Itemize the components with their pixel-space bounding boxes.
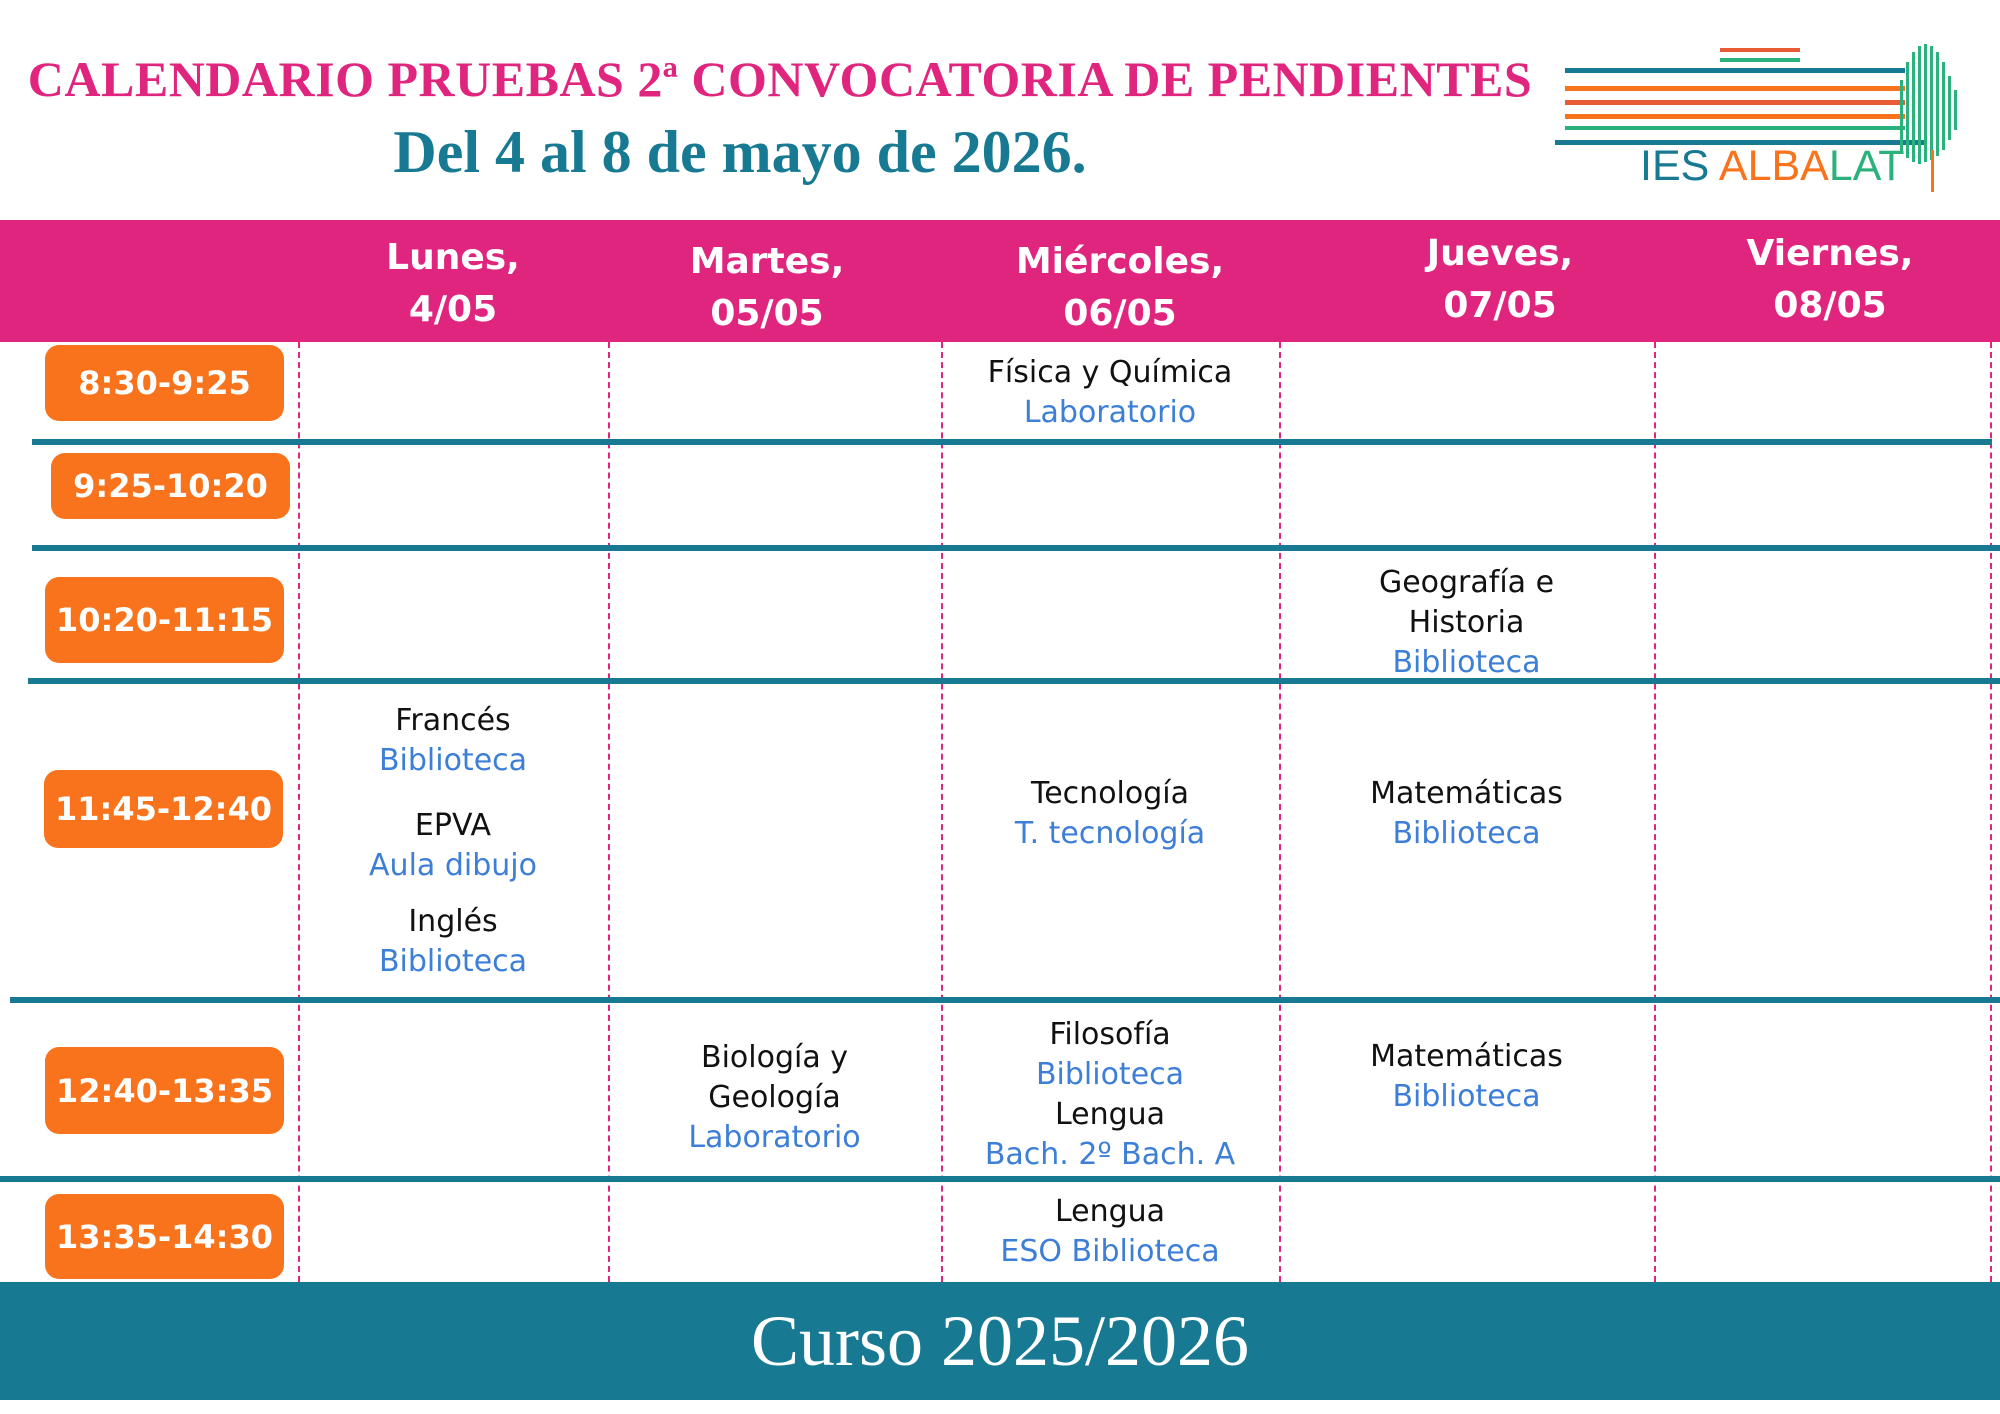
footer-course-text: Curso 2025/2026	[750, 1300, 1250, 1381]
time-slot-4: 11:45-12:40	[44, 770, 283, 848]
exam-subject: Biología y	[700, 1040, 848, 1075]
exam-room: Bach. 2º Bach. A	[984, 1137, 1236, 1172]
exam-tue-biologia-geologia	[608, 1038, 941, 1158]
exam-wed-tecnologia	[941, 774, 1279, 854]
exam-subject: Lengua	[1054, 1194, 1166, 1229]
logo-text-alba: ALBA	[1718, 142, 1829, 190]
day-header-monday: Lunes, 4/05	[386, 237, 520, 330]
time-slot-1: 8:30-9:25	[45, 345, 284, 421]
exam-subject: Inglés	[408, 904, 498, 939]
exam-wed-fisica-quimica	[941, 353, 1279, 433]
exam-room: Biblioteca	[378, 743, 528, 778]
exam-subject: EPVA	[414, 808, 492, 843]
footer-bar	[0, 1282, 2000, 1400]
time-slot-6: 13:35-14:30	[45, 1194, 284, 1279]
exam-mon-ingles	[298, 902, 608, 982]
exam-room: Laboratorio	[1023, 395, 1197, 430]
exam-room: Aula dibujo	[369, 848, 537, 883]
time-slot-3: 10:20-11:15	[45, 577, 284, 663]
exam-subject: Lengua	[1054, 1097, 1166, 1132]
exam-subject: Geografía e	[1378, 565, 1555, 600]
exam-room: ESO Biblioteca	[1000, 1234, 1220, 1269]
exam-room: Biblioteca	[1392, 1079, 1541, 1114]
exam-room: Biblioteca	[1392, 645, 1541, 680]
exam-subject: Geología	[708, 1080, 841, 1115]
exam-subject: Historia	[1408, 605, 1525, 640]
exam-wed-lengua-eso	[941, 1192, 1279, 1272]
exam-subject: Filosofía	[1049, 1017, 1171, 1052]
time-slot-5: 12:40-13:35	[45, 1047, 284, 1134]
exam-room: Biblioteca	[1392, 816, 1541, 851]
row-separator	[0, 1176, 2000, 1182]
exam-room: Biblioteca	[378, 944, 528, 979]
exam-thu-matematicas	[1279, 774, 1654, 854]
page-title: CALENDARIO PRUEBAS 2ª CONVOCATORIA DE PENDIENTES	[27, 51, 1533, 107]
row-separator	[10, 997, 2000, 1003]
exam-thu-matematicas-2	[1279, 1037, 1654, 1117]
exam-mon-frances	[298, 701, 608, 781]
exam-thu-geografia-historia	[1279, 563, 1654, 683]
logo-text-ies: IES	[1640, 142, 1719, 190]
row-separator	[32, 545, 2000, 551]
exam-subject: Tecnología	[1031, 776, 1189, 811]
row-separator	[28, 678, 2000, 684]
exam-room: T. tecnología	[1014, 816, 1206, 851]
exam-wed-filosofia-lengua	[941, 1015, 1279, 1175]
weekday-header-bar	[0, 220, 2000, 342]
day-header-friday: Viernes, 08/05	[1746, 233, 1914, 326]
exam-mon-epva	[298, 806, 608, 886]
exam-subject: Física y Química	[987, 355, 1233, 390]
time-slot-2: 9:25-10:20	[51, 453, 290, 519]
row-separator	[32, 439, 1992, 445]
exam-room: Laboratorio	[688, 1120, 861, 1155]
column-divider	[1654, 342, 1656, 1282]
day-header-thursday: Jueves, 07/05	[1426, 233, 1574, 326]
date-range-subtitle: Del 4 al 8 de mayo de 2026.	[393, 119, 1087, 185]
logo-text-lat: LAT	[1828, 142, 1905, 190]
logo-text	[1640, 142, 1905, 191]
exam-subject: Matemáticas	[1370, 776, 1563, 811]
day-header-wednesday: Miércoles, 06/05	[1015, 241, 1225, 334]
exam-subject: Matemáticas	[1370, 1039, 1563, 1074]
exam-subject: Francés	[395, 703, 511, 738]
column-divider	[1990, 342, 1992, 1282]
day-header-tuesday: Martes, 05/05	[689, 241, 845, 334]
exam-room: Biblioteca	[1035, 1057, 1185, 1092]
